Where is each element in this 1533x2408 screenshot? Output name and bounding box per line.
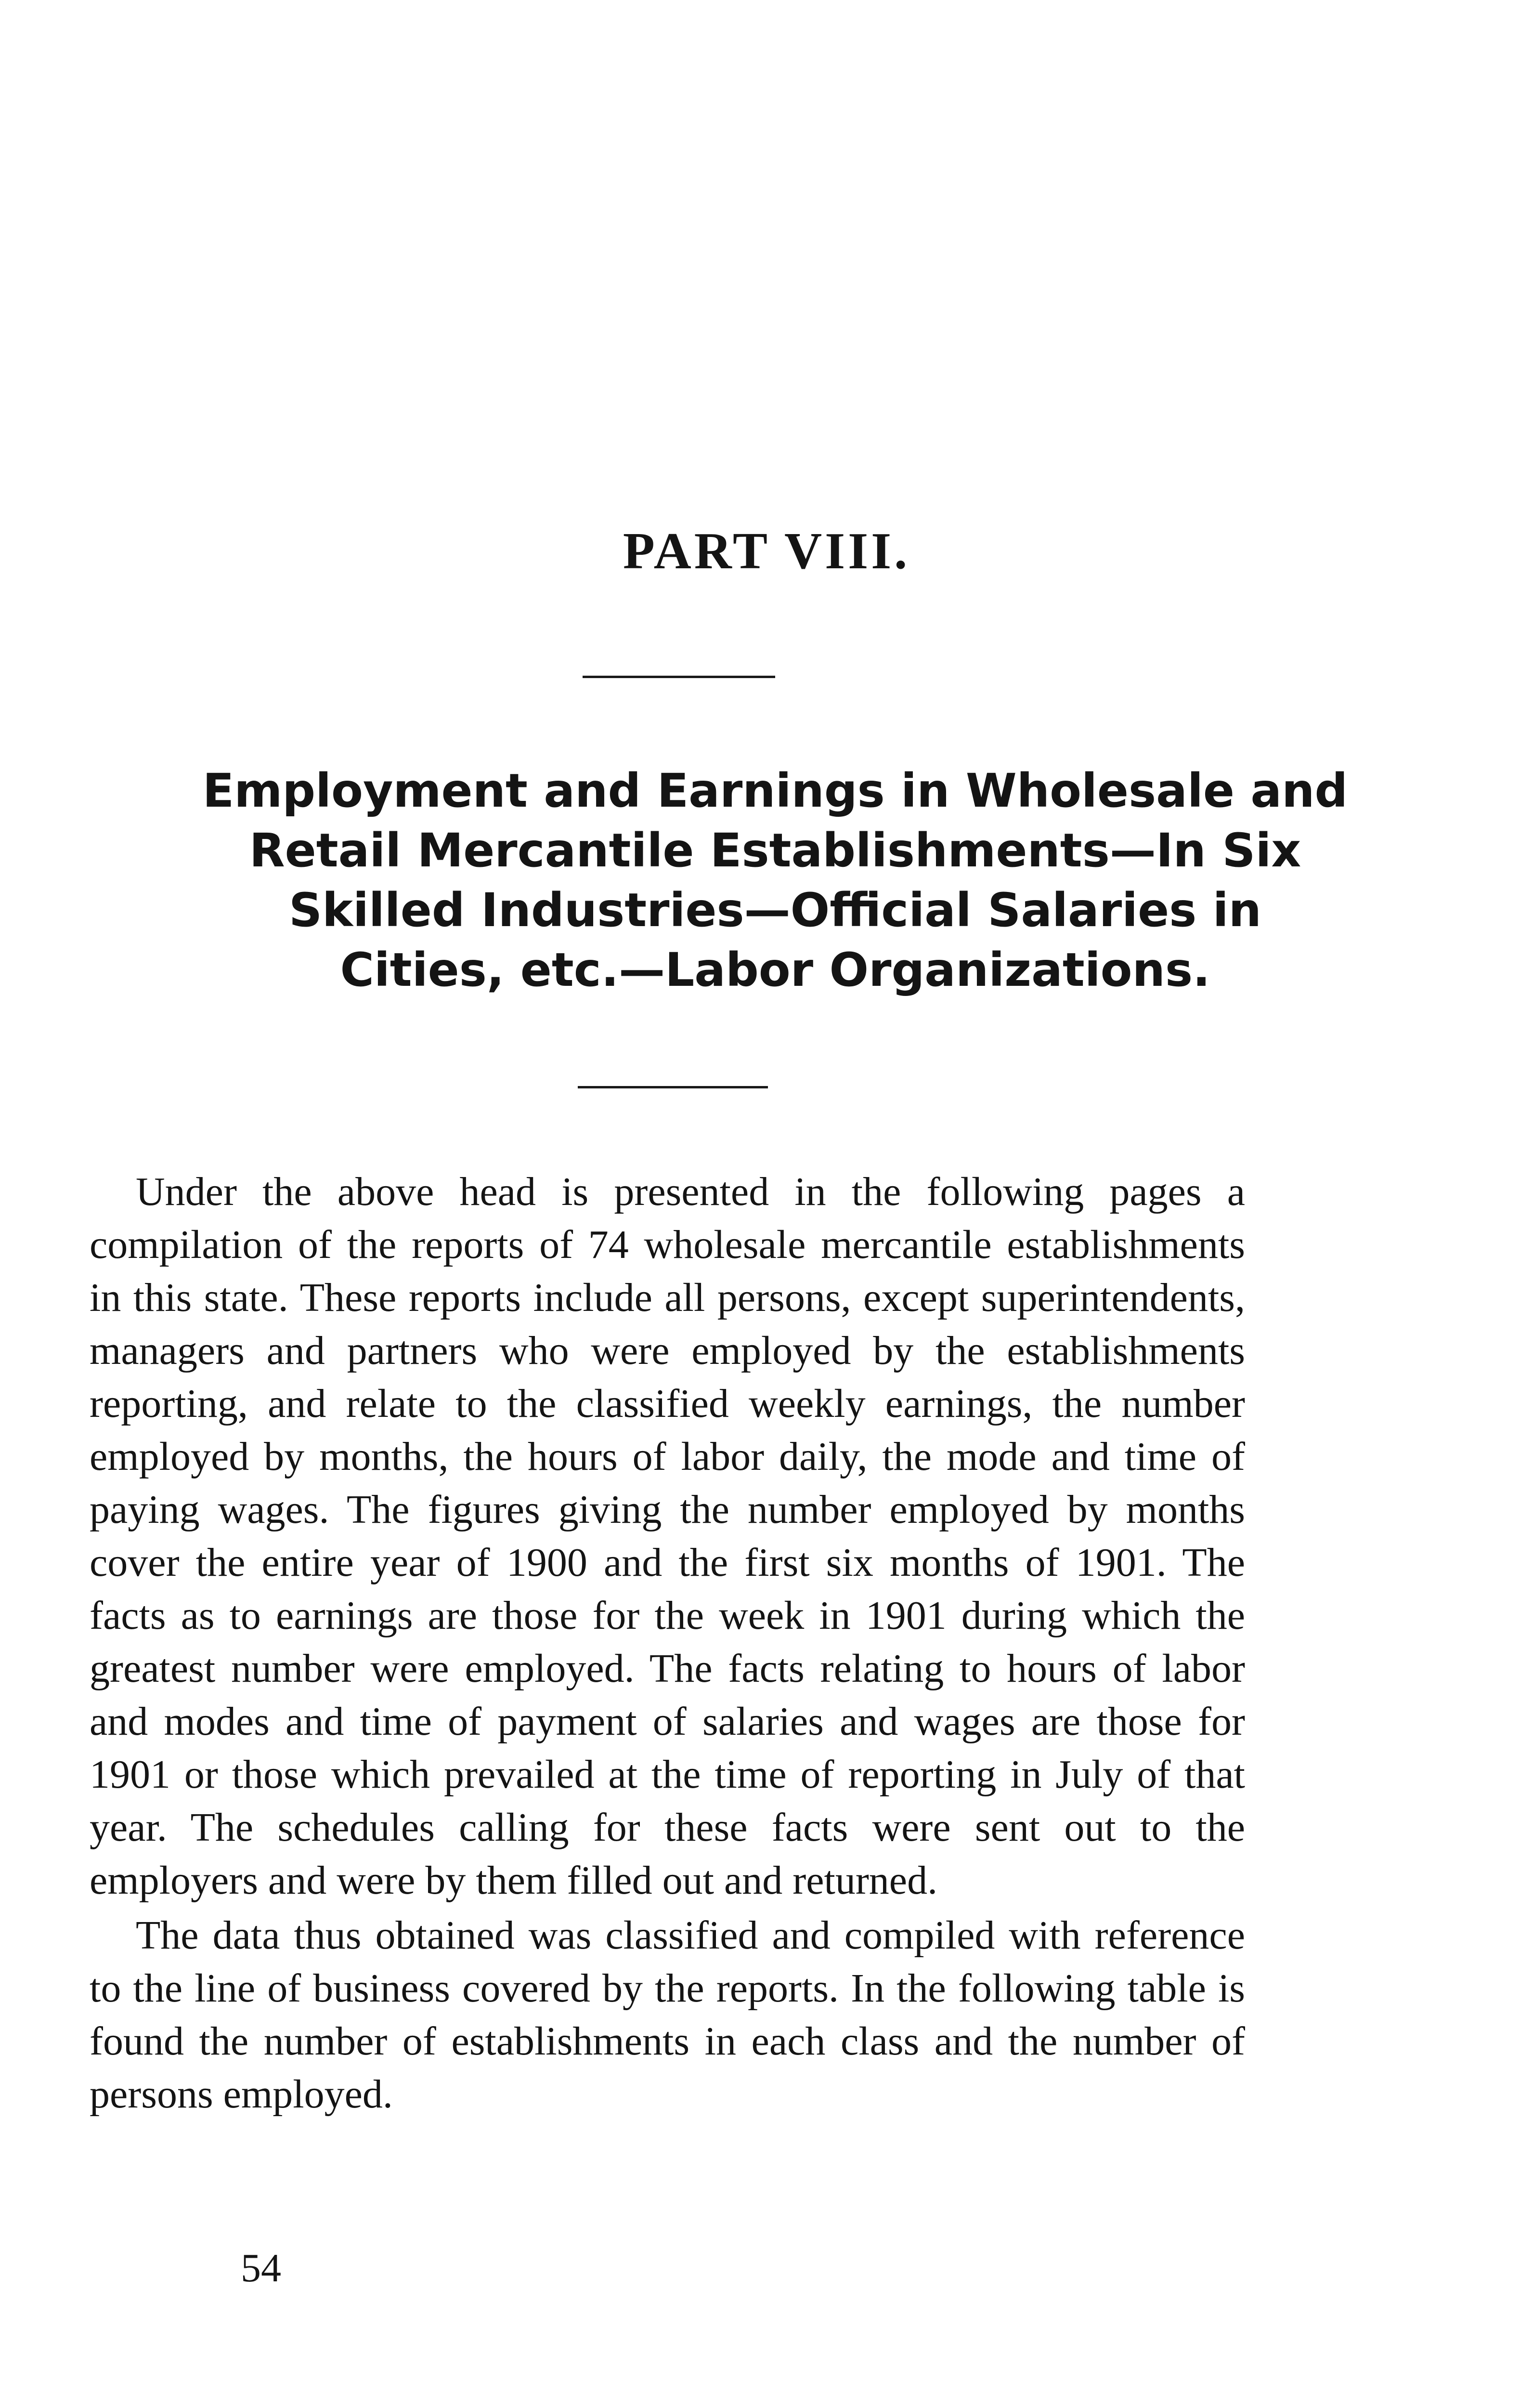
body-text — [90, 1165, 1245, 2121]
section-title — [87, 761, 1464, 1000]
section-title-line: Cities, etc.—Labor Organizations. — [340, 943, 1210, 997]
paragraph: The data thus obtained was classified and compiled with reference to the line of business covered by the reports. In the following table is found the number of establishments in each class and the number of persons employed. — [90, 1913, 1245, 2117]
section-title-line: Skilled Industries—Official Salaries in — [289, 883, 1261, 937]
section-title-line: Employment and Earnings in Wholesale and — [202, 764, 1348, 818]
page-number: 54 — [241, 2246, 281, 2290]
divider-rule-top — [583, 676, 775, 678]
paragraph: Under the above head is presented in the following pages a compilation of the reports of 74 wholesale mercantile establishments in this state. These reports include all persons, except superintendents, managers and partners who were employed by the establishments reporting, and relate to the classified weekly earnings, the number employed by months, the hours of labor daily, the mode and time of paying wages. The figures giving the number employed by months cover the entire year of 1900 and the first six months of 1901. The facts as to earnings are those for the week in 1901 during which the greatest number were employed. The facts relating to hours of labor and modes and time of payment of salaries and wages are those for 1901 or those which prevailed at the time of reporting in July of that year. The schedules calling for these facts were sent out to the employers and were by them filled out and returned. — [90, 1169, 1245, 1903]
divider-rule-bottom — [578, 1086, 768, 1088]
section-title-line: Retail Mercantile Establishments—In Six — [249, 824, 1301, 877]
part-heading: PART VIII. — [623, 523, 910, 580]
